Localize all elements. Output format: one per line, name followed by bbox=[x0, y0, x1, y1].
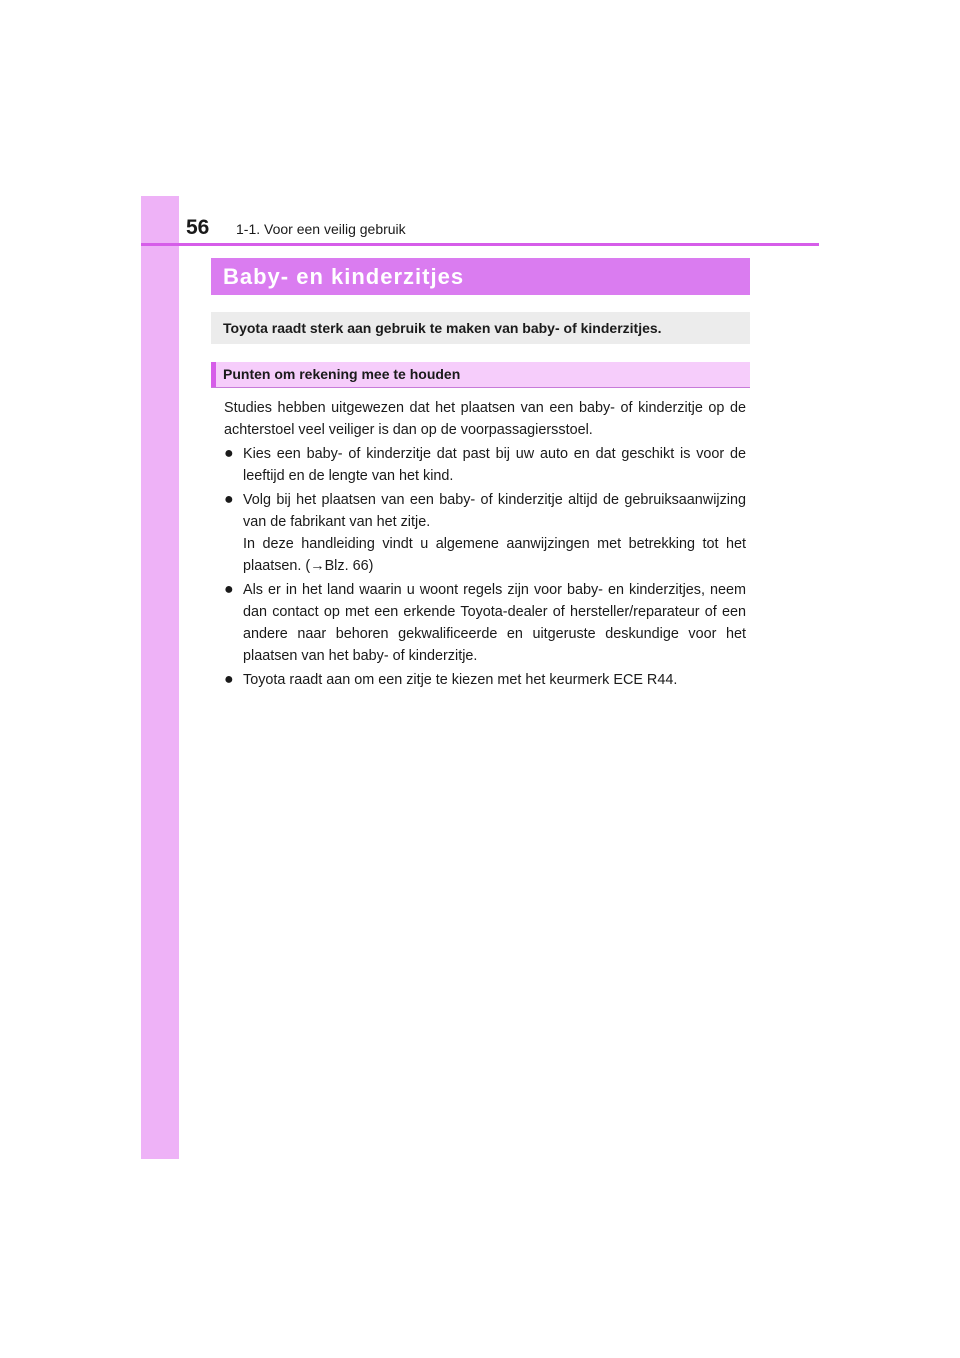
list-item-text: Kies een baby- of kinderzitje dat past bij uw auto en dat geschikt is voor de leeftijd en de lengte van het kind. bbox=[243, 446, 746, 484]
page-number: 56 bbox=[186, 216, 210, 239]
subheading bbox=[211, 362, 750, 388]
summary-box bbox=[211, 312, 750, 344]
list-item-note: In deze handleiding vindt u algemene aanwijzingen met betrekking tot het plaatsen. (→Blz. 66) bbox=[243, 536, 746, 574]
bullet-icon: ● bbox=[224, 491, 234, 508]
list-item bbox=[224, 489, 746, 577]
list-item bbox=[224, 579, 746, 667]
subheading-accent-bar bbox=[211, 362, 216, 387]
subheading-text: Punten om rekening mee te houden bbox=[223, 366, 461, 382]
bullet-icon: ● bbox=[224, 671, 234, 688]
title-bar bbox=[211, 258, 750, 295]
side-tab bbox=[141, 196, 179, 1159]
summary-text: Toyota raadt sterk aan gebruik te maken van baby- of kinderzitjes. bbox=[223, 320, 662, 336]
list-item-text: Toyota raadt aan om een zitje te kiezen met het keurmerk ECE R44. bbox=[243, 672, 678, 688]
header-divider bbox=[141, 243, 819, 246]
page-title: Baby- en kinderzitjes bbox=[223, 263, 465, 289]
list-item-text: Volg bij het plaatsen van een baby- of kinderzitje altijd de gebruiksaanwijzing van de fabrikant van het zitje. bbox=[243, 492, 746, 530]
body-text bbox=[224, 397, 746, 693]
bullet-icon: ● bbox=[224, 445, 234, 462]
bullet-icon: ● bbox=[224, 581, 234, 598]
section-label: 1-1. Voor een veilig gebruik bbox=[236, 221, 406, 237]
list-item bbox=[224, 669, 746, 691]
list-item bbox=[224, 443, 746, 487]
list-item-text: Als er in het land waarin u woont regels zijn voor baby- en kinderzitjes, neem dan contact op met een erkende Toyota-dealer of hersteller/reparateur of een andere naar behoren gekwalificeerde en uitgeruste deskundige voor het plaatsen van het baby- of kinderzitje. bbox=[243, 582, 746, 664]
intro-paragraph: Studies hebben uitgewezen dat het plaatsen van een baby- of kinderzitje op de achterstoel veel veiliger is dan op de voorpassagiersstoel. bbox=[224, 400, 746, 438]
